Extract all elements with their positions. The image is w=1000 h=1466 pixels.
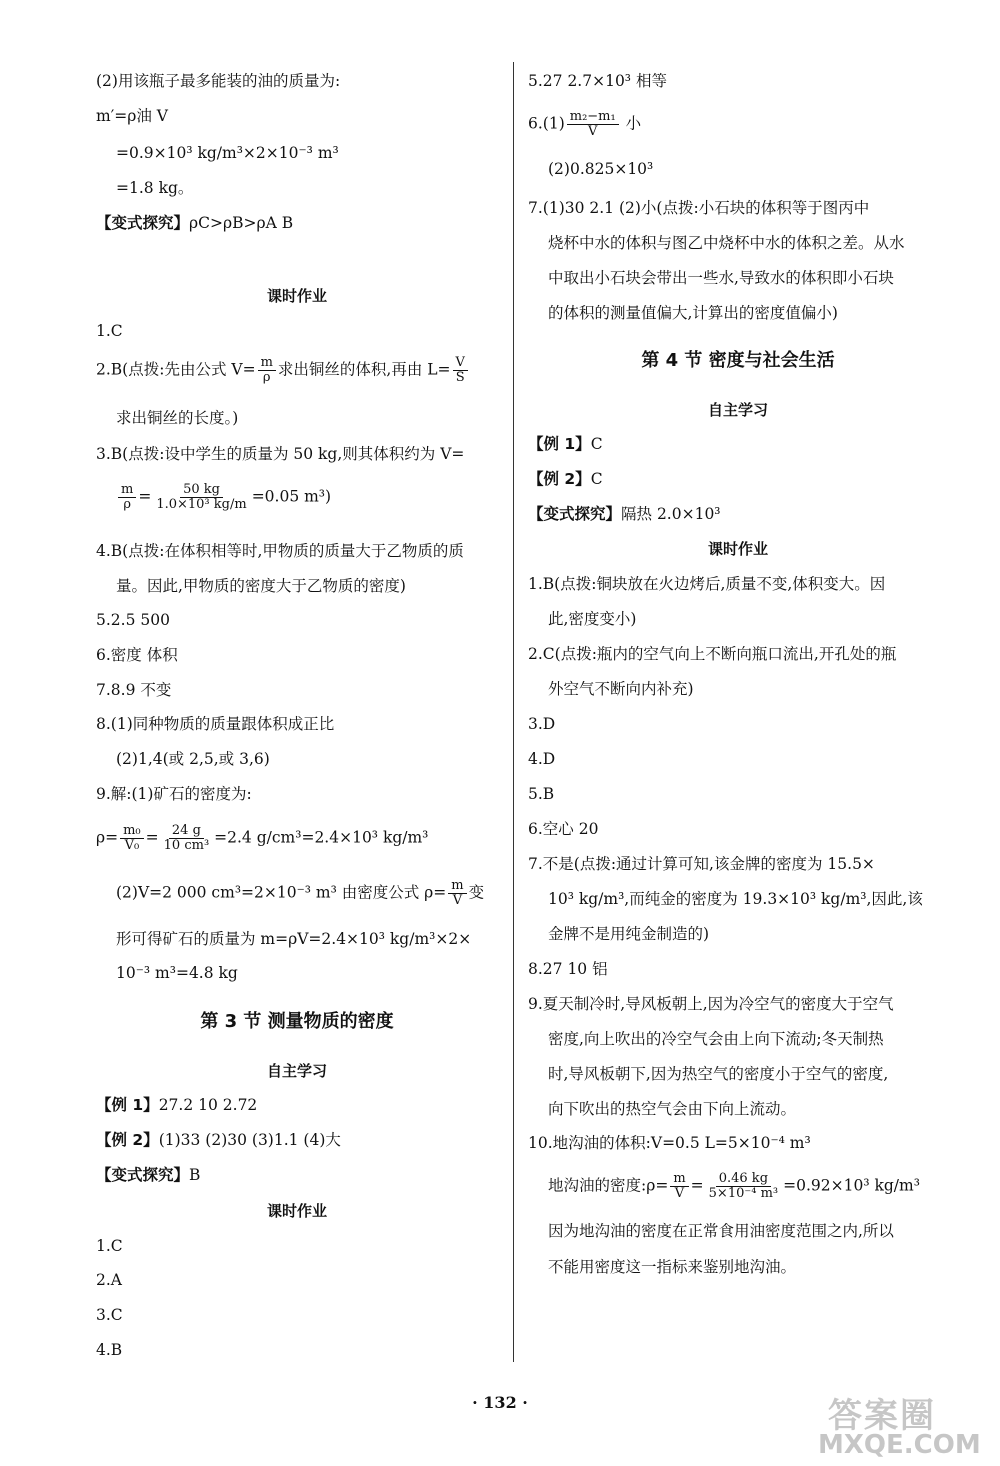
answer-item: 5.B	[528, 785, 555, 803]
text: =0.05 m³)	[251, 487, 332, 506]
answer-item: 6.密度 体积	[96, 646, 178, 664]
answer-line: 形可得矿石的质量为 m=ρV=2.4×10³ kg/m³×2×	[116, 930, 472, 948]
fraction	[448, 879, 466, 908]
text: B	[189, 1166, 201, 1184]
answer-item: 1.B(点拨:铜块放在火边烤后,质量不变,体积变大。因	[528, 575, 886, 593]
text: 变	[468, 883, 485, 902]
answer-item: 5.27 2.7×10³ 相等	[528, 72, 667, 90]
text: 求出铜丝的体积,再由 L=	[277, 360, 451, 379]
answer-line: 不能用密度这一指标来鉴别地沟油。	[548, 1258, 797, 1276]
denominator: ρ	[123, 497, 131, 512]
answer-item: 8.(1)同种物质的质量跟体积成正比	[96, 715, 335, 733]
denominator: V	[674, 1186, 685, 1201]
answer-item: 4.B	[96, 1341, 123, 1359]
formula-line: =1.8 kg。	[116, 179, 194, 197]
answer-item	[528, 110, 641, 139]
fraction	[706, 1172, 781, 1201]
text: =	[690, 1176, 704, 1195]
example-label: 【例 1】	[96, 1096, 159, 1114]
fraction	[153, 483, 249, 512]
section-subheading: 自主学习	[707, 401, 768, 419]
fraction	[161, 824, 213, 853]
fraction	[567, 110, 619, 139]
line: (2)用该瓶子最多能装的油的质量为:	[96, 72, 341, 90]
formula-line	[528, 1172, 920, 1201]
answer-line: 中取出小石块会带出一些水,导致水的体积即小石块	[548, 269, 894, 287]
text: =	[138, 487, 152, 506]
text: 27.2 10 2.72	[158, 1096, 258, 1114]
denominator: V₀	[124, 838, 140, 853]
fraction	[670, 1172, 688, 1201]
formula-line: =0.9×10³ kg/m³×2×10⁻³ m³	[116, 144, 339, 162]
numerator: V	[453, 356, 468, 371]
numerator: m	[258, 356, 276, 371]
answer-line: 10⁻³ m³=4.8 kg	[116, 964, 238, 982]
answer-line: 量。因此,甲物质的密度大于乙物质的密度)	[116, 577, 406, 595]
answer-item: 7.不是(点拨:通过计算可知,该金牌的密度为 15.5×	[528, 855, 875, 873]
example-label: 【例 2】	[96, 1131, 159, 1149]
answer-line: 时,导风板朝下,因为热空气的密度小于空气的密度,	[548, 1065, 889, 1083]
numerator: 24 g	[169, 824, 204, 839]
variant-label: 【变式探究】	[96, 214, 190, 232]
formula-line	[96, 824, 428, 853]
variant-explore	[96, 212, 293, 234]
answer-item: 5.2.5 500	[96, 611, 170, 629]
denominator: V	[452, 893, 463, 908]
formula-line	[96, 483, 331, 512]
denominator: 5×10⁻⁴ m³	[708, 1186, 779, 1201]
answer-line: 因为地沟油的密度在正常食用油密度范围之内,所以	[548, 1222, 894, 1240]
watermark-logo: 答案圈	[828, 1396, 936, 1436]
numerator: 50 kg	[180, 483, 223, 498]
text: =0.92×10³ kg/m³	[783, 1176, 920, 1195]
numerator: m	[448, 879, 466, 894]
answer-item: 1.C	[96, 1237, 123, 1255]
answer-item: 3.D	[528, 715, 556, 733]
variant-explore	[96, 1164, 200, 1186]
section-subheading: 课时作业	[707, 540, 768, 558]
watermark-url: MXQE.COM	[818, 1430, 981, 1460]
answer-item: 1.C	[96, 322, 123, 340]
answer-item: 10.地沟油的体积:V=0.5 L=5×10⁻⁴ m³	[528, 1134, 811, 1152]
text: C	[590, 435, 603, 453]
answer-item	[96, 356, 470, 385]
denominator: S	[455, 370, 465, 385]
variant-label: 【变式探究】	[528, 505, 622, 523]
numerator: m	[670, 1172, 688, 1187]
answer-item: 3.B(点拨:设中学生的质量为 50 kg,则其体积约为 V=	[96, 445, 465, 463]
answer-line: 密度,向上吹出的冷空气会由上向下流动;冬天制热	[548, 1030, 884, 1048]
section-subheading: 自主学习	[266, 1062, 327, 1080]
numerator: m₀	[120, 824, 144, 839]
answer-line: 求出铜丝的长度。)	[116, 409, 239, 427]
text: ρ=	[96, 828, 119, 847]
answer-item: 4.B(点拨:在体积相等时,甲物质的质量大于乙物质的质	[96, 542, 464, 560]
fraction	[118, 483, 136, 512]
answer-item: 7.(1)30 2.1 (2)小(点拨:小石块的体积等于图丙中	[528, 199, 870, 217]
fraction	[453, 356, 468, 385]
text: =	[145, 828, 159, 847]
numerator: m	[118, 483, 136, 498]
example-answer	[528, 468, 603, 490]
variant-explore	[528, 503, 721, 525]
formula-line	[96, 879, 484, 908]
answer-item: 2.A	[96, 1271, 122, 1289]
answer-item: 9.解:(1)矿石的密度为:	[96, 785, 252, 803]
page-number: · 132 ·	[472, 1393, 528, 1412]
answer-line: (2)1,4(或 2,5,或 3,6)	[116, 750, 270, 768]
denominator: 10 cm³	[163, 838, 210, 853]
text: =2.4 g/cm³=2.4×10³ kg/m³	[214, 828, 429, 847]
answer-line: 10³ kg/m³,而纯金的密度为 19.3×10³ kg/m³,因此,该	[548, 890, 923, 908]
numerator: 0.46 kg	[716, 1172, 771, 1187]
example-label: 【例 1】	[528, 435, 591, 453]
formula-line: m′=ρ油 V	[96, 107, 168, 125]
text: 6.(1)	[528, 114, 565, 133]
fraction	[120, 824, 144, 853]
text: 2.B(点拨:先由公式 V=	[96, 360, 256, 379]
denominator: ρ	[262, 370, 271, 385]
example-label: 【例 2】	[528, 470, 591, 488]
answer-item: 7.8.9 不变	[96, 681, 172, 699]
answer-line: 向下吹出的热空气会由下向上流动。	[548, 1100, 797, 1118]
answer-line: 金牌不是用纯金制造的)	[548, 925, 710, 943]
answer-line: 外空气不断向内补充)	[548, 680, 694, 698]
example-answer	[528, 433, 603, 455]
section-heading: 第 3 节 测量物质的密度	[200, 1011, 394, 1032]
variant-answer: ρC>ρB>ρA B	[189, 214, 294, 232]
numerator: m₂−m₁	[567, 110, 619, 125]
answer-item: 9.夏天制冷时,导风板朝上,因为冷空气的密度大于空气	[528, 995, 894, 1013]
answer-line: 的体积的测量值偏大,计算出的密度值偏小)	[548, 304, 838, 322]
fraction	[258, 356, 276, 385]
text: 小	[620, 114, 642, 133]
answer-line: 烧杯中水的体积与图乙中烧杯中水的体积之差。从水	[548, 234, 905, 252]
text: (1)33 (2)30 (3)1.1 (4)大	[158, 1131, 341, 1149]
answer-item: 2.C(点拨:瓶内的空气向上不断向瓶口流出,开孔处的瓶	[528, 645, 897, 663]
example-answer	[96, 1129, 341, 1151]
answer-item: 4.D	[528, 750, 556, 768]
column-divider	[513, 62, 514, 1362]
answer-item: 3.C	[96, 1306, 123, 1324]
variant-label: 【变式探究】	[96, 1166, 190, 1184]
section-subheading: 课时作业	[266, 287, 327, 305]
text: 隔热 2.0×10³	[621, 505, 721, 523]
answer-item: 8.27 10 铝	[528, 960, 608, 978]
answer-item: 6.空心 20	[528, 820, 599, 838]
answer-line: (2)0.825×10³	[548, 160, 654, 178]
answer-line: 此,密度变小)	[548, 610, 637, 628]
denominator: V	[588, 124, 598, 139]
section-heading: 第 4 节 密度与社会生活	[641, 350, 835, 371]
text: C	[590, 470, 603, 488]
text: (2)V=2 000 cm³=2×10⁻³ m³ 由密度公式 ρ=	[116, 883, 447, 902]
text: 地沟油的密度:ρ=	[548, 1176, 669, 1195]
section-subheading: 课时作业	[266, 1202, 327, 1220]
denominator: 1.0×10³ kg/m	[156, 497, 247, 512]
example-answer	[96, 1094, 257, 1116]
